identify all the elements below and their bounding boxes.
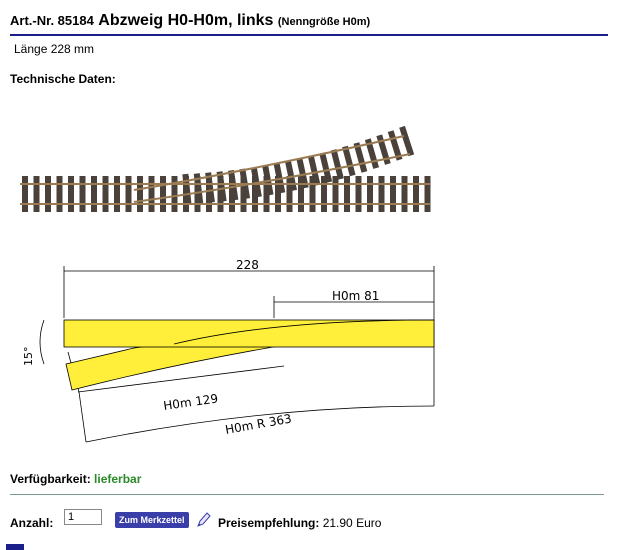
track-tie: [68, 176, 74, 212]
label-h0m-81: H0m 81: [332, 289, 380, 303]
article-number: Art.-Nr. 85184: [10, 13, 94, 28]
track-tie: [390, 176, 396, 212]
track-photo: [14, 110, 434, 250]
add-to-wishlist-button[interactable]: [115, 510, 211, 530]
wishlist-button-label: Zum Merkzettel: [115, 512, 189, 528]
track-tie: [379, 176, 385, 212]
label-h0m-r363: H0m R 363: [224, 411, 293, 437]
track-tie: [45, 176, 51, 212]
track-tie: [22, 176, 28, 212]
dimension-diagram: [14, 256, 444, 456]
price-label: Preisempfehlung:: [218, 516, 320, 530]
track-tie: [114, 176, 120, 212]
product-length: Länge 228 mm: [14, 42, 95, 56]
availability: [10, 472, 141, 486]
track-tie: [91, 176, 97, 212]
track-tie: [344, 176, 350, 212]
track-tie: [103, 176, 109, 212]
track-tie: [425, 176, 431, 212]
bottom-accent-bar: [6, 544, 24, 550]
product-title: Abzweig H0-H0m, links: [98, 12, 274, 29]
track-tie: [80, 176, 86, 212]
label-h0m-129: H0m 129: [162, 391, 219, 413]
divider: [10, 494, 604, 495]
track-tie: [172, 176, 178, 212]
availability-label: Verfügbarkeit:: [10, 472, 91, 486]
quantity-label: Anzahl:: [10, 516, 54, 530]
track-tie: [356, 176, 362, 212]
h0-straight-shape: [64, 320, 434, 347]
track-tie: [399, 126, 414, 156]
price-value: 21.90 Euro: [322, 516, 382, 530]
product-scale: (Nenngröße H0m): [277, 16, 371, 28]
track-tie: [331, 149, 344, 180]
availability-status: lieferbar: [94, 472, 142, 486]
label-angle: 15°: [22, 346, 35, 366]
tech-data-heading: Technische Daten:: [10, 72, 116, 86]
price-recommendation: [218, 516, 381, 530]
track-tie: [413, 176, 419, 212]
track-tie: [333, 176, 339, 212]
track-tie: [34, 176, 40, 212]
track-tie: [137, 176, 143, 212]
label-228: 228: [236, 258, 259, 272]
track-tie: [402, 176, 408, 212]
pencil-icon: [195, 511, 211, 529]
track-tie: [342, 146, 355, 177]
track-tie: [367, 176, 373, 212]
track-tie: [57, 176, 63, 212]
straight-track-ties: [22, 176, 431, 212]
track-tie: [126, 176, 132, 212]
track-tie: [149, 176, 155, 212]
product-header: [10, 12, 608, 36]
quantity-input[interactable]: [64, 509, 102, 525]
track-tie: [160, 176, 166, 212]
